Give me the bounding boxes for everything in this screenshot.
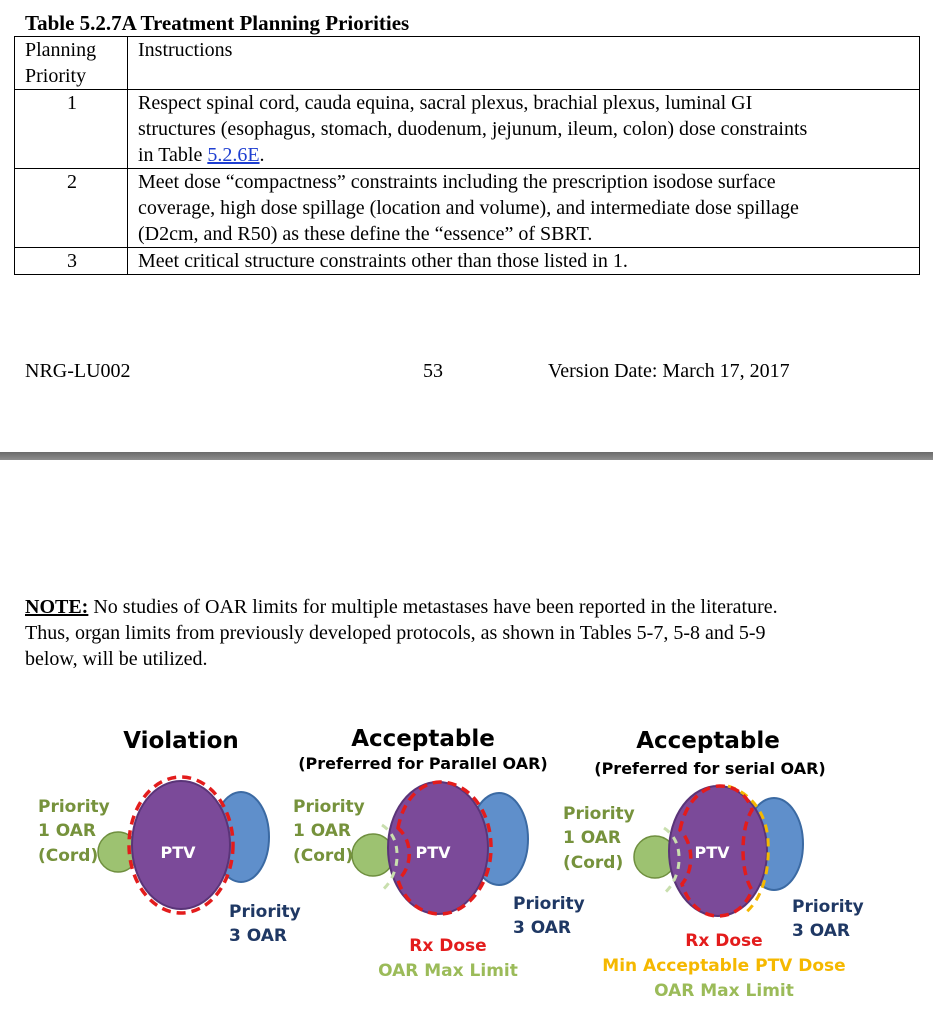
note-line: Thus, organ limits from previously developed protocols, as shown in Tables 5-7, 5-8 and 5-9 bbox=[25, 622, 766, 644]
instruction-cell bbox=[128, 90, 920, 169]
panel-title: Acceptable bbox=[636, 728, 780, 754]
priority3-label-line: Priority bbox=[229, 902, 301, 922]
instruction-line: (D2cm, and R50) as these define the “essence” of SBRT. bbox=[138, 223, 593, 245]
footer-protocol-id: NRG-LU002 bbox=[25, 360, 131, 382]
priority3-label-line: 3 OAR bbox=[792, 921, 850, 941]
oar-priority-diagram bbox=[0, 700, 933, 1024]
panel-subtitle: (Preferred for Parallel OAR) bbox=[298, 754, 548, 773]
page-53 bbox=[0, 0, 933, 452]
table-5-2-6e-link[interactable]: 5.2.6E bbox=[207, 144, 260, 166]
page-separator bbox=[0, 452, 933, 460]
instruction-line: structures (esophagus, stomach, duodenum, jejunum, ileum, colon) dose constraints bbox=[138, 118, 808, 140]
note-paragraph bbox=[25, 594, 905, 672]
ptv-label: PTV bbox=[415, 843, 451, 862]
instruction-line: Meet dose “compactness” constraints including the prescription isodose surface bbox=[138, 171, 776, 193]
priority3-label-line: 3 OAR bbox=[513, 918, 571, 938]
panel-title: Violation bbox=[123, 728, 239, 754]
table-header-row bbox=[15, 37, 920, 90]
table-row bbox=[15, 169, 920, 248]
priority-cell: 3 bbox=[15, 248, 128, 275]
legend-min-acceptable-ptv-dose: Min Acceptable PTV Dose bbox=[602, 956, 846, 976]
panel-violation bbox=[38, 728, 301, 946]
table-caption: Table 5.2.7A Treatment Planning Priorities bbox=[25, 11, 410, 35]
priority1-label-line: (Cord) bbox=[38, 846, 99, 866]
legend-oar-max-limit: OAR Max Limit bbox=[378, 961, 518, 981]
priority1-label-line: (Cord) bbox=[293, 846, 354, 866]
header-col1-line2: Priority bbox=[25, 65, 87, 87]
panel-acceptable-serial bbox=[563, 728, 864, 1001]
note-line: below, will be utilized. bbox=[25, 648, 208, 670]
panel-title: Acceptable bbox=[351, 726, 495, 752]
priority1-label-line: Priority bbox=[293, 797, 365, 817]
footer-version-date: Version Date: March 17, 2017 bbox=[548, 360, 790, 382]
note-label: NOTE: bbox=[25, 596, 89, 618]
note-line: No studies of OAR limits for multiple metastases have been reported in the literature. bbox=[88, 596, 778, 618]
instruction-cell: Meet critical structure constraints other than those listed in 1. bbox=[128, 248, 920, 275]
instruction-line: coverage, high dose spillage (location and volume), and intermediate dose spillage bbox=[138, 197, 799, 219]
priority1-label-line: 1 OAR bbox=[293, 821, 351, 841]
header-instructions: Instructions bbox=[128, 37, 920, 90]
priority1-label-line: Priority bbox=[563, 804, 635, 824]
header-planning-priority bbox=[15, 37, 128, 90]
table-row bbox=[15, 248, 920, 275]
priority1-label-line: Priority bbox=[38, 797, 110, 817]
table-row bbox=[15, 90, 920, 169]
priority1-label-line: 1 OAR bbox=[563, 828, 621, 848]
panel-acceptable-parallel bbox=[293, 726, 585, 981]
instruction-cell bbox=[128, 169, 920, 248]
panel-subtitle: (Preferred for serial OAR) bbox=[594, 759, 826, 778]
legend-rx-dose: Rx Dose bbox=[409, 936, 487, 956]
header-col1-line1: Planning bbox=[25, 39, 97, 61]
legend-rx-dose: Rx Dose bbox=[685, 931, 763, 951]
priority-cell: 1 bbox=[15, 90, 128, 169]
instruction-line: in Table bbox=[138, 144, 208, 166]
priority3-label-line: Priority bbox=[792, 897, 864, 917]
footer-page-number: 53 bbox=[423, 360, 443, 382]
priority3-label-line: Priority bbox=[513, 894, 585, 914]
instruction-line: Respect spinal cord, cauda equina, sacral plexus, brachial plexus, luminal GI bbox=[138, 92, 753, 114]
instruction-line-end: . bbox=[259, 144, 265, 166]
priority-cell: 2 bbox=[15, 169, 128, 248]
ptv-label: PTV bbox=[694, 843, 730, 862]
priority3-label-line: 3 OAR bbox=[229, 926, 287, 946]
ptv-label: PTV bbox=[160, 843, 196, 862]
treatment-planning-priorities-table bbox=[14, 36, 920, 275]
priority1-label-line: 1 OAR bbox=[38, 821, 96, 841]
priority1-label-line: (Cord) bbox=[563, 853, 624, 873]
legend-oar-max-limit: OAR Max Limit bbox=[654, 981, 794, 1001]
